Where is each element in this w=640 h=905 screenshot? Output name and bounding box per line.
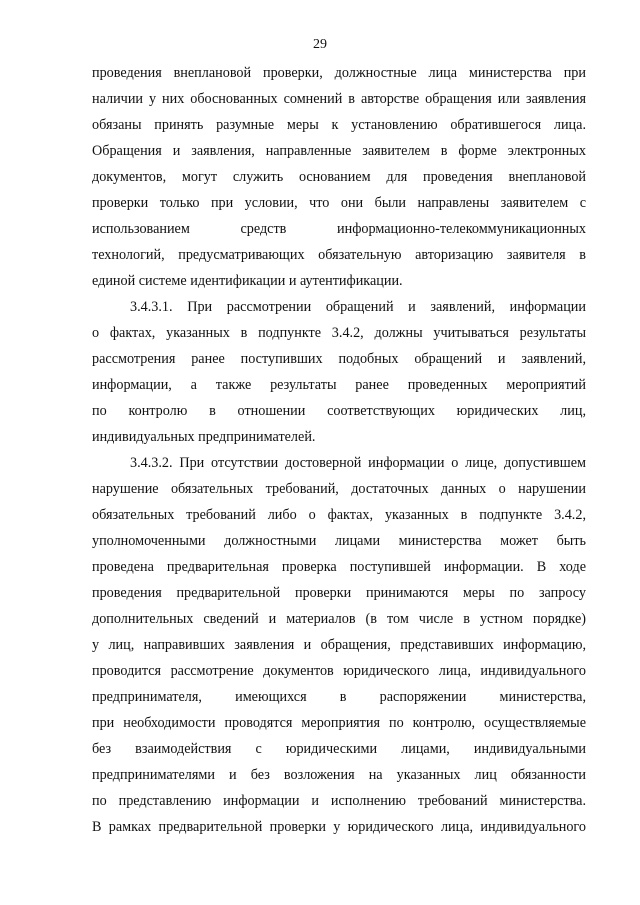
text-line: без взаимодействия с юридическими лицами, индивидуальными (92, 741, 586, 757)
text-line: уполномоченными должностными лицами министерства может быть (92, 533, 586, 549)
text-line: дополнительных сведений и материалов (в том числе в устном порядке) (92, 611, 586, 627)
text-line: 3.4.3.2. При отсутствии достоверной информации о лице, допустившем (130, 455, 586, 471)
text-line: 3.4.3.1. При рассмотрении обращений и заявлений, информации (130, 299, 586, 315)
text-line: рассмотрения ранее поступивших подобных обращений и заявлений, (92, 351, 586, 367)
text-line: при необходимости проводятся мероприятия по контролю, осуществляемые (92, 715, 586, 731)
text-line: предпринимателя, имеющихся в распоряжении министерства, (92, 689, 586, 705)
text-line: проверки только при условии, что они были направлены заявителем с (92, 195, 586, 211)
text-line: по представлению информации и исполнению требований министерства. (92, 793, 586, 809)
text-line: обязаны принять разумные меры к установлению обратившегося лица. (92, 117, 586, 133)
body-text (92, 60, 586, 840)
text-line: у лиц, направивших заявления и обращения, представивших информацию, (92, 637, 586, 653)
text-line: информации, а также результаты ранее проведенных мероприятий (92, 377, 586, 393)
text-line: проводится рассмотрение документов юридического лица, индивидуального (92, 663, 586, 679)
text-line: проведена предварительная проверка поступившей информации. В ходе (92, 559, 586, 575)
text-line: документов, могут служить основанием для проведения внеплановой (92, 169, 586, 185)
text-line: индивидуальных предпринимателей. (92, 429, 316, 445)
text-line: использованием средств информационно-телекоммуникационных (92, 221, 586, 237)
text-line: единой системе идентификации и аутентификации. (92, 273, 403, 289)
text-line: проведения предварительной проверки принимаются меры по запросу (92, 585, 586, 601)
text-line: проведения внеплановой проверки, должностные лица министерства при (92, 65, 586, 81)
text-line: В рамках предварительной проверки у юридического лица, индивидуального (92, 819, 586, 835)
text-line: о фактах, указанных в подпункте 3.4.2, должны учитываться результаты (92, 325, 586, 341)
text-line: по контролю в отношении соответствующих юридических лиц, (92, 403, 586, 419)
text-line: обязательных требований либо о фактах, указанных в подпункте 3.4.2, (92, 507, 586, 523)
page-number: 29 (313, 37, 327, 52)
text-line: Обращения и заявления, направленные заявителем в форме электронных (92, 143, 586, 159)
text-line: технологий, предусматривающих обязательную авторизацию заявителя в (92, 247, 586, 263)
text-line: предпринимателями и без возложения на указанных лиц обязанности (92, 767, 586, 783)
text-line: наличии у них обоснованных сомнений в авторстве обращения или заявления (92, 91, 586, 107)
text-line: нарушение обязательных требований, достаточных данных о нарушении (92, 481, 586, 497)
